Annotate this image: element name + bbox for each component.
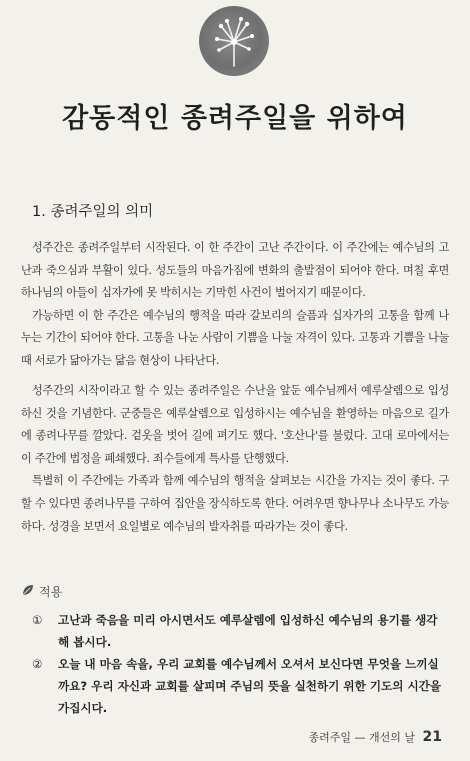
item-number: ① xyxy=(32,613,43,627)
flower-emblem-icon xyxy=(199,6,269,76)
page-number: 21 xyxy=(422,729,442,745)
paragraph: 특별히 이 주간에는 가족과 함께 예수님의 행적을 살펴보는 시간을 가지는 것이 좋다. 구할 수 있다면 종려나무를 구하여 집안을 장식하도록 한다. 어려우면 향나무나 소나무도 가능하다. 성경을 보면서 요일별로 예수님의 발자취를 따라가는 것이 좋다. xyxy=(21,474,449,533)
paragraph: 성주간은 종려주일부터 시작된다. 이 한 주간이 고난 주간이다. 이 주간에는 예수님의 고난과 죽으심과 부활이 있다. 성도들의 마음가짐에 변화의 출발점이 되어야 한다. 며칠 후면 하나님의 아들이 십자가에 못 박히시는 기막힌 사건이 벌어지기 때문이다. xyxy=(21,241,449,300)
page-title: 감동적인 종려주일을 위하여 xyxy=(62,103,408,134)
apply-item xyxy=(32,653,448,719)
paragraph: 가능하면 이 한 주간은 예수님의 행적을 따라 갈보리의 슬픔과 십자가의 고통을 함께 나누는 기간이 되어야 한다. 고통을 나눈 사람이 기쁨을 나눌 자격이 있다. 고통과 기쁨을 나눌 때 서로가 닮아가는 닮음 현상이 나타난다. xyxy=(21,308,449,367)
paragraph-block xyxy=(21,237,449,373)
page-footer xyxy=(309,729,442,745)
item-text: 고난과 죽음을 미리 아시면서도 예루살렘에 입성하신 예수님의 용기를 생각해 봅시다. xyxy=(58,613,438,649)
apply-label-text: 적용 xyxy=(39,585,63,599)
item-number: ② xyxy=(32,657,43,671)
apply-item xyxy=(32,609,448,653)
footer-section: 종려주일 — 개선의 날 xyxy=(308,731,416,744)
paragraph: 성주간의 시작이라고 할 수 있는 종려주일은 수난을 앞둔 예수님께서 예루살렘으로 입성하신 것을 기념한다. 군중들은 예루살렘으로 입성하시는 예수님을 환영하는 마음으로 길가에 종려나무를 깔았다. 겉옷을 벗어 길에 펴기도 했다. '호산나'를 불렀다. 고대 로마에서는 이 주간에 법정을 폐쇄했다. 죄수들에게 특사를 단행했다. xyxy=(21,384,449,465)
apply-section-label xyxy=(21,583,62,600)
leaf-icon xyxy=(21,583,35,600)
section-heading: 1. 종려주일의 의미 xyxy=(32,204,154,220)
paragraph-block xyxy=(21,380,449,538)
item-text: 오늘 내 마음 속을, 우리 교회를 예수님께서 오셔서 보신다면 무엇을 느끼실까요? 우리 자신과 교회를 살피며 주님의 뜻을 실천하기 위한 기도의 시간을 가집시다. xyxy=(58,657,442,715)
